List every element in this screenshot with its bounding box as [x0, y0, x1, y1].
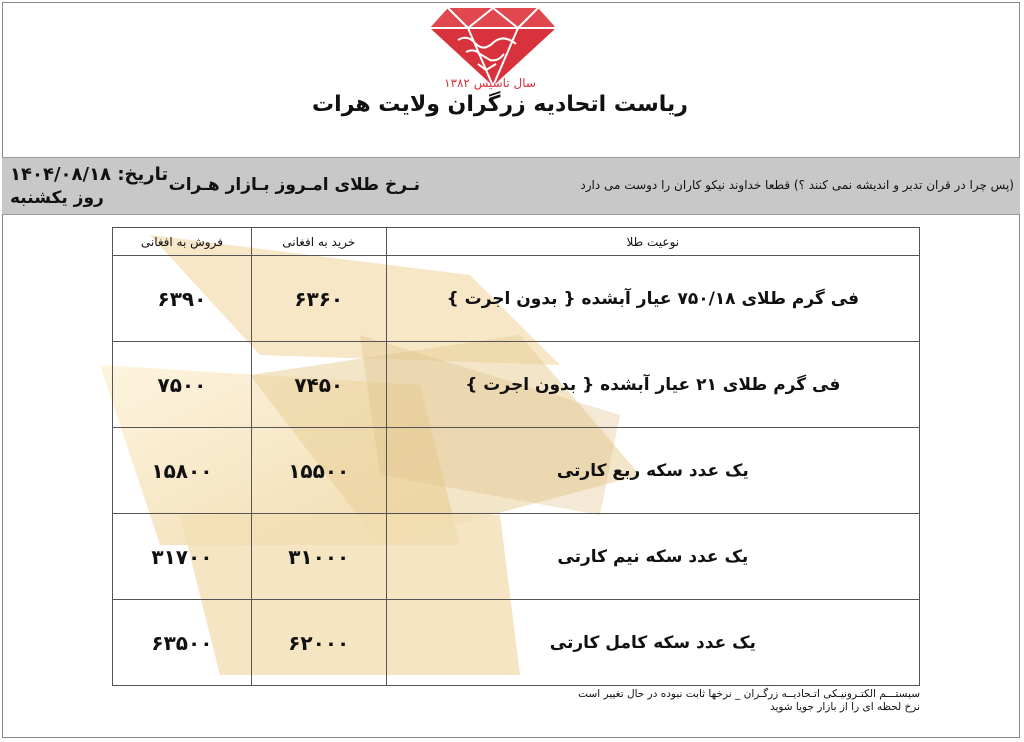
row-type: یک عدد سکه کامل کارتی: [386, 600, 919, 686]
row-sell: ۱۵۸۰۰: [113, 428, 252, 514]
row-sell: ۶۳۹۰: [113, 256, 252, 342]
row-sell: ۳۱۷۰۰: [113, 514, 252, 600]
rates-headline: نـرخ طلای امـروز بـازار هـرات: [168, 175, 420, 195]
row-sell: ۷۵۰۰: [113, 342, 252, 428]
footer-line-advice: نرخ لحظه ای را از بازار جویا شوید: [769, 701, 920, 713]
row-type: یک عدد سکه ربع کارتی: [386, 428, 919, 514]
table-row: [113, 256, 920, 342]
header-sell: فروش به افغانی: [113, 228, 252, 256]
header-type: نوعیت طلا: [386, 228, 919, 256]
weekday-label: روز یکشنبه: [10, 188, 104, 208]
founding-year-label: سال تاسیس ۱۳۸۲: [444, 76, 536, 90]
row-buy: ۱۵۵۰۰: [251, 428, 386, 514]
row-buy: ۶۳۶۰: [251, 256, 386, 342]
row-type: فی گرم طلای ۷۵۰/۱۸ عیار آبشده { بدون اجرت }: [386, 256, 919, 342]
info-bar: [2, 157, 1020, 215]
footer-line-system: سیستـــم الکتـرونیـکی اتـحادیــه زرگـران _ نرخها ثابت نبوده در حال تغییر است: [578, 688, 920, 700]
table-row: [113, 600, 920, 686]
row-buy: ۶۲۰۰۰: [251, 600, 386, 686]
table-row: [113, 428, 920, 514]
row-type: یک عدد سکه نیم کارتی: [386, 514, 919, 600]
table-row: [113, 514, 920, 600]
date-label: تاریخ: ۱۴۰۴/۰۸/۱۸: [10, 164, 169, 185]
header-buy: خرید به افغانی: [251, 228, 386, 256]
gold-rates-table: [112, 227, 920, 686]
table-header-row: [113, 228, 920, 256]
table-row: [113, 342, 920, 428]
row-buy: ۷۴۵۰: [251, 342, 386, 428]
row-sell: ۶۳۵۰۰: [113, 600, 252, 686]
row-type: فی گرم طلای ۲۱ عیار آبشده { بدون اجرت }: [386, 342, 919, 428]
quote-text: (پس چرا در قران تدبر و اندیشه نمی کنند ؟) قطعا خداوند نیکو کاران را دوست می دارد: [580, 178, 1014, 192]
footer-notes: [560, 688, 920, 714]
organization-title: ریاست اتحادیه زرگران ولایت هرات: [312, 92, 688, 117]
row-buy: ۳۱۰۰۰: [251, 514, 386, 600]
diamond-logo-icon: [428, 6, 558, 86]
